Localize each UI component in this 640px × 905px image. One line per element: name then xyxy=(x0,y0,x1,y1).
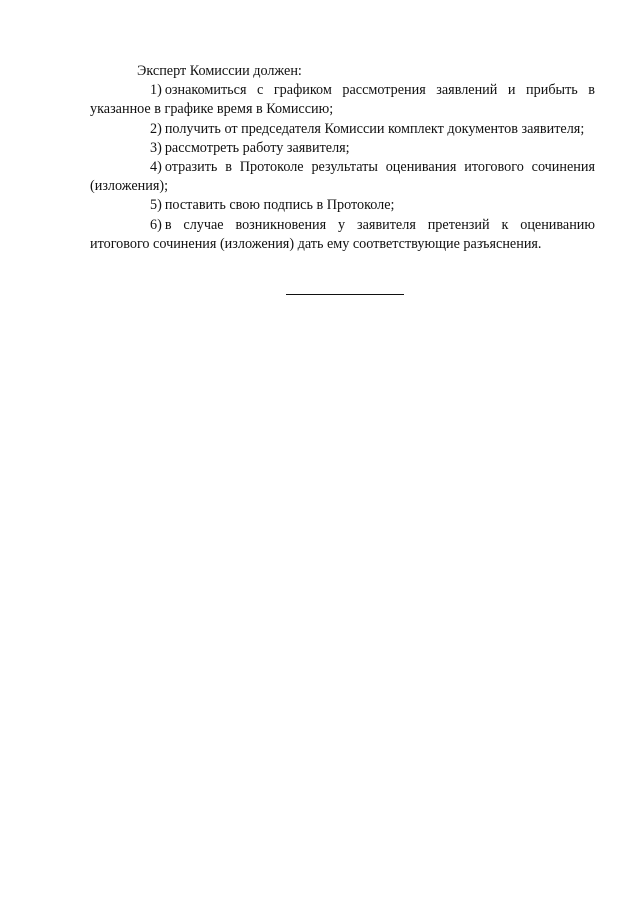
list-item-number: 1) xyxy=(150,82,162,99)
list-item-text: получить от председателя Комиссии комплект документов заявителя; xyxy=(164,120,585,137)
list-item-text: отразить в Протоколе результаты оценивания итогового сочинения (изложения); xyxy=(90,159,595,195)
list-item-number: 3) xyxy=(150,139,162,156)
document-body xyxy=(90,62,595,254)
list-item xyxy=(90,120,595,139)
list-item xyxy=(90,139,595,158)
end-separator-line xyxy=(286,294,404,295)
list-item xyxy=(90,196,595,215)
list-item-text: в случае возникновения у заявителя претензий к оцениванию итогового сочинения (изложения) дать ему соответствующие разъяснения. xyxy=(90,216,595,252)
list-item-number: 6) xyxy=(150,216,162,233)
list-item-number: 5) xyxy=(150,197,162,214)
list-item xyxy=(90,158,595,196)
list-item xyxy=(90,81,595,119)
list-item-text: ознакомиться с графиком рассмотрения заявлений и прибыть в указанное в графике время в Комиссию; xyxy=(90,82,595,118)
list-item-text: рассмотреть работу заявителя; xyxy=(164,139,350,156)
list-item xyxy=(90,216,595,254)
list-item-number: 4) xyxy=(150,159,162,176)
list-item-number: 2) xyxy=(150,120,162,137)
intro-paragraph: Эксперт Комиссии должен: xyxy=(137,63,302,79)
list-item-text: поставить свою подпись в Протоколе; xyxy=(164,197,395,214)
